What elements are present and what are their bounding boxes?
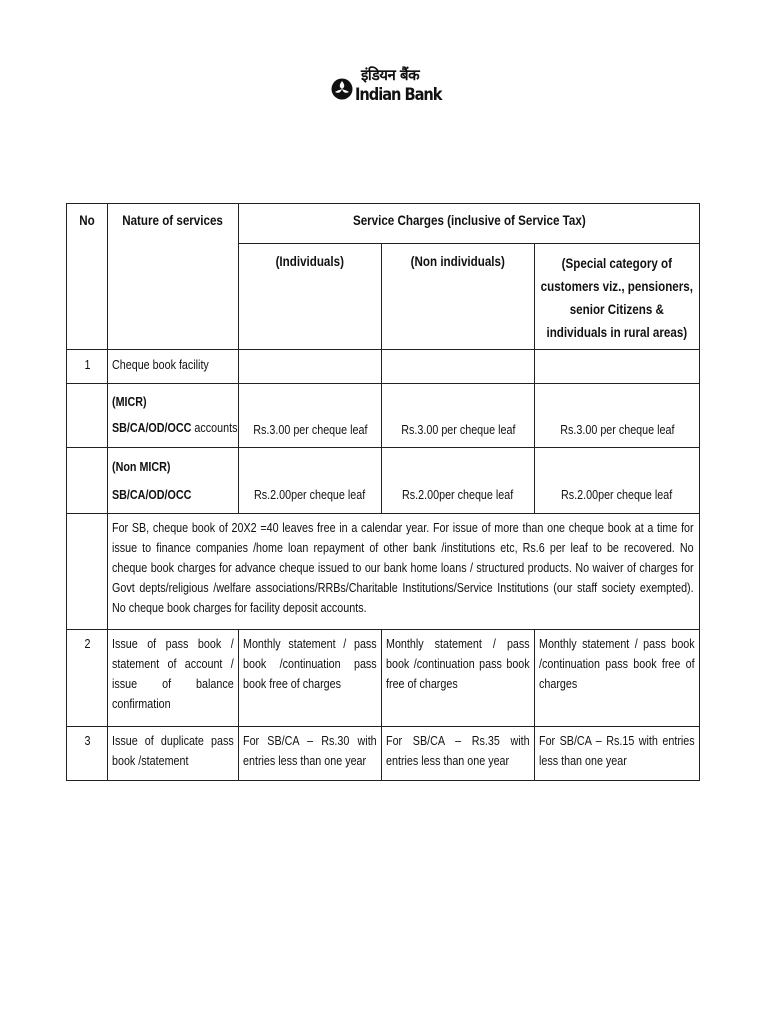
row-number-text: 1 (84, 358, 90, 372)
charge-special (535, 727, 700, 781)
service-name (108, 350, 239, 384)
charge-special-text: Rs.2.00per cheque leaf (561, 488, 673, 502)
empty-cell (67, 448, 108, 514)
charge-special (535, 448, 700, 514)
charge-special (535, 384, 700, 448)
charge-non-individuals (382, 727, 535, 781)
header-special-category (535, 244, 700, 350)
charge-non-individuals (382, 384, 535, 448)
charge-non-individuals (382, 448, 535, 514)
header-special-category-text: (Special category of customers viz., pensioners, senior Citizens & individuals in rural areas) (540, 256, 693, 340)
charge-special-text: Monthly statement / pass book /continuation pass book free of charges (539, 637, 695, 691)
empty-cell (239, 350, 382, 384)
table-row (67, 350, 700, 384)
service-name-text: Cheque book facility (112, 358, 209, 372)
charge-special-text: For SB/CA – Rs.15 with entries less than one year (539, 734, 695, 768)
table-header-row (67, 204, 700, 244)
charge-non-individuals-text: Rs.2.00per cheque leaf (402, 488, 514, 502)
header-individuals (239, 244, 382, 350)
charge-individuals-text: For SB/CA – Rs.30 with entries less than one year (243, 734, 377, 768)
row-number (67, 727, 108, 781)
header-no-text: No (79, 213, 95, 228)
empty-cell (382, 350, 535, 384)
indian-bank-emblem-icon (331, 78, 353, 100)
empty-cell (67, 514, 108, 630)
charge-non-individuals-text: For SB/CA – Rs.35 with entries less than one year (386, 734, 530, 768)
row-number (67, 630, 108, 727)
header-individuals-text: (Individuals) (275, 254, 345, 269)
row-number-text: 3 (84, 734, 90, 748)
table-row (67, 384, 700, 448)
service-name-text: Issue of pass book / statement of account / issue of balance confirmation (112, 637, 234, 711)
charge-individuals (239, 448, 382, 514)
bank-logo (331, 66, 442, 112)
table-row (67, 630, 700, 727)
micr-label: (MICR) (112, 395, 147, 409)
charge-individuals (239, 384, 382, 448)
charge-individuals-text: Rs.3.00 per cheque leaf (252, 423, 368, 437)
service-name (108, 727, 239, 781)
logo-hindi-text: इंडियन बैंक (361, 66, 420, 84)
table-row (67, 514, 700, 630)
charge-special (535, 630, 700, 727)
service-name (108, 384, 239, 448)
row-number-text: 2 (84, 637, 90, 651)
charge-non-individuals (382, 630, 535, 727)
account-types-label: SB/CA/OD/OCC (112, 488, 192, 502)
header-nature (108, 204, 239, 350)
header-no (67, 204, 108, 350)
charge-individuals-text: Rs.2.00per cheque leaf (254, 488, 366, 502)
empty-cell (67, 384, 108, 448)
service-name (108, 630, 239, 727)
header-nature-text: Nature of services (122, 213, 224, 228)
charge-individuals (239, 630, 382, 727)
cheque-book-note-text: For SB, cheque book of 20X2 =40 leaves free in a calendar year. For issue of more than one cheque book at a time for issue to finance companies /home loan repayment of other bank /institutions etc, Rs.6 per leaf to be recovered. No cheque book charges for advance cheque issued to our bank home loans / structured products. No waiver of charges for Govt depts/religious /welfare associations/RRBs/Charitable Institutions/Service Institutions (our staff society exempted). No cheque book charges for facility deposit accounts. (112, 521, 694, 615)
charge-individuals (239, 727, 382, 781)
account-types-suffix: accounts (191, 421, 238, 435)
header-non-individuals (382, 244, 535, 350)
non-micr-label: (Non MICR) (112, 460, 171, 474)
logo-english-text: Indian Bank (355, 85, 442, 105)
charge-special-text: Rs.3.00 per cheque leaf (559, 423, 675, 437)
charge-non-individuals-text: Rs.3.00 per cheque leaf (400, 423, 516, 437)
service-charges-table (66, 203, 700, 781)
table-row (67, 448, 700, 514)
header-non-individuals-text: (Non individuals) (410, 254, 506, 269)
service-name (108, 448, 239, 514)
account-types-label: SB/CA/OD/OCC (112, 421, 192, 435)
row-number (67, 350, 108, 384)
cheque-book-note (108, 514, 700, 630)
header-service-charges (239, 204, 700, 244)
charge-individuals-text: Monthly statement / pass book /continuation pass book free of charges (243, 637, 377, 691)
empty-cell (535, 350, 700, 384)
header-service-charges-text: Service Charges (inclusive of Service Tax) (352, 213, 586, 228)
service-name-text: Issue of duplicate pass book /statement (112, 734, 234, 768)
table-row (67, 727, 700, 781)
charge-non-individuals-text: Monthly statement / pass book /continuation pass book free of charges (386, 637, 530, 691)
